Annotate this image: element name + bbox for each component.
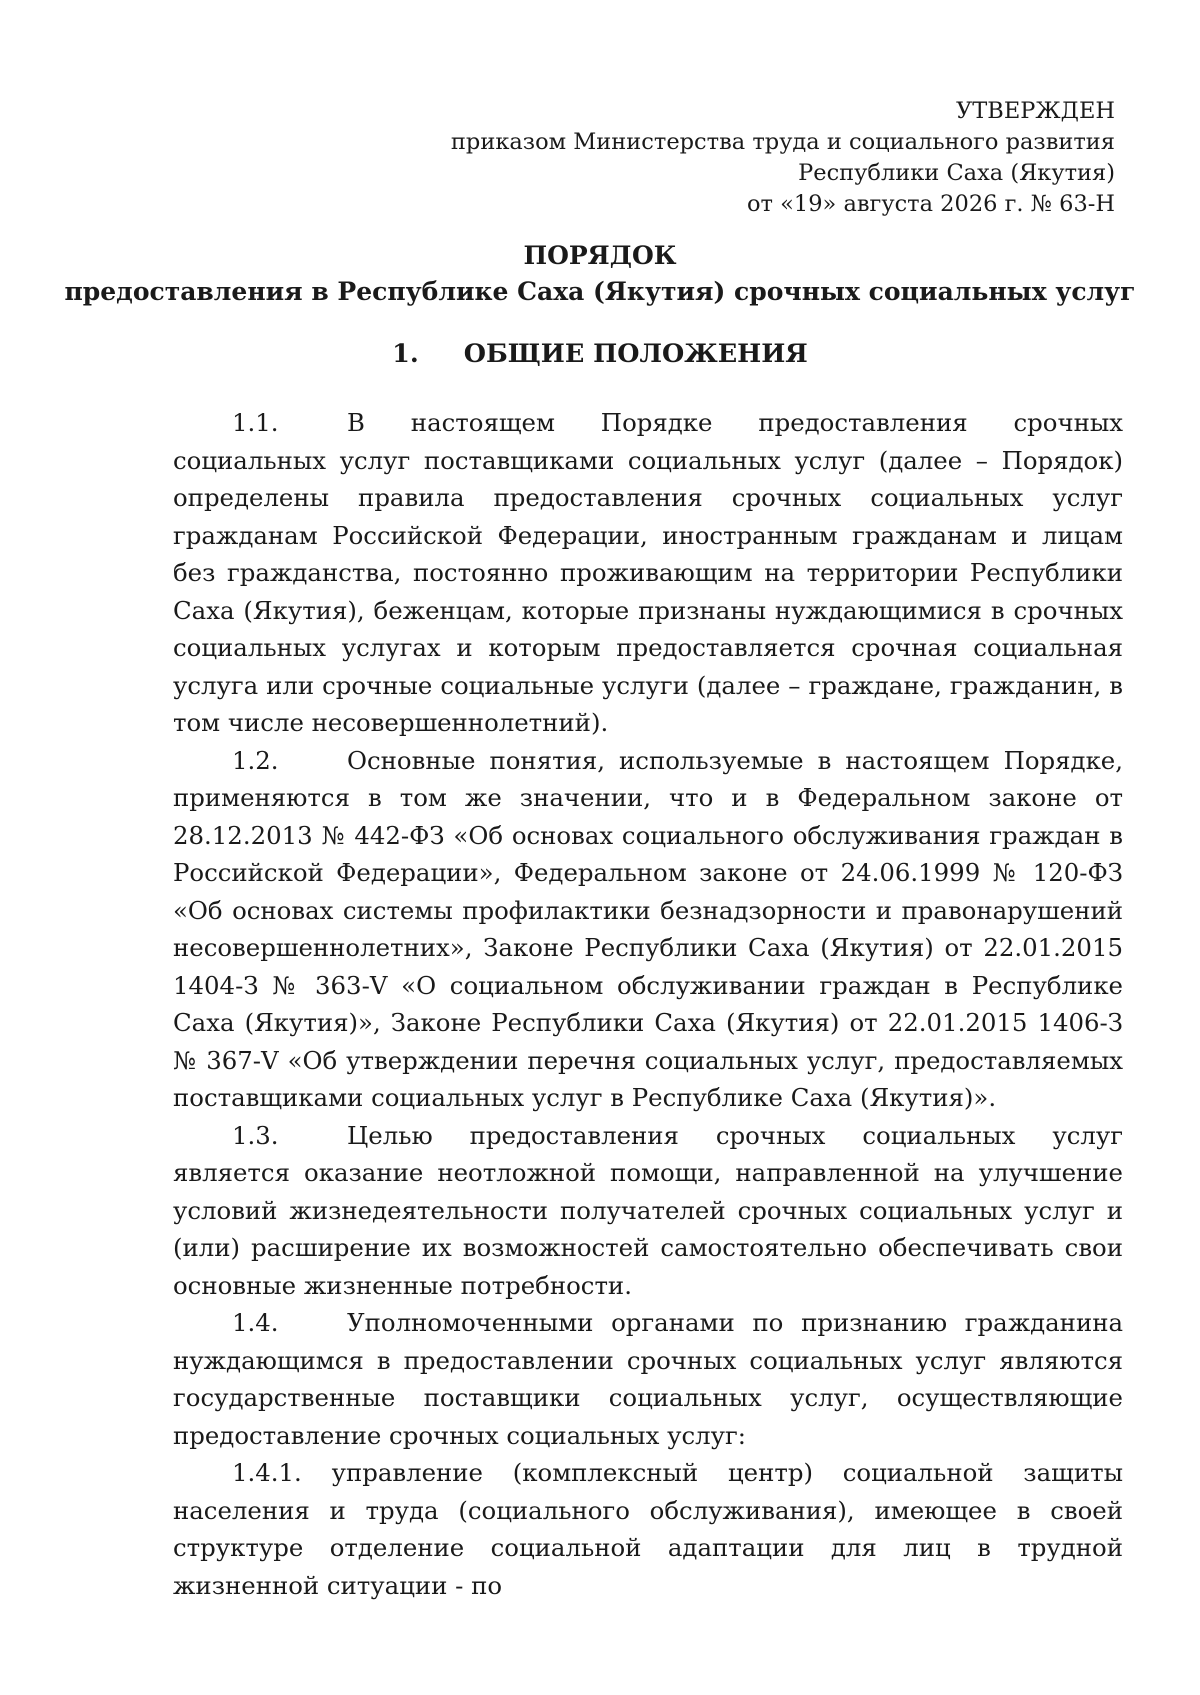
subparagraph-text: управление (комплексный центр) социальной защиты населения и труда (социального обслуживания), имеющее в своей структуре отделение социальной адаптации для лиц в трудной жизненной ситуации - по bbox=[173, 1458, 1123, 1600]
paragraph-1-2 bbox=[173, 742, 1123, 1117]
title-main: ПОРЯДОК bbox=[523, 241, 677, 270]
paragraph-1-4 bbox=[173, 1304, 1123, 1454]
subparagraph-1-4-1 bbox=[173, 1454, 1123, 1604]
paragraph-text: Уполномоченными органами по признанию гражданина нуждающимся в предоставлении срочных социальных услуг являются государственные поставщики социальных услуг, осуществляющие предоставление срочных социальных услуг: bbox=[173, 1308, 1123, 1450]
paragraph-text: Основные понятия, используемые в настоящем Порядке, применяются в том же значении, что и в Федеральном законе от 28.12.2013 № 442-ФЗ «Об основах социального обслуживания граждан в Российской Федерации», Федеральном законе от 24.06.1999 № 120-ФЗ «Об основах системы профилактики безнадзорности и правонарушений несовершеннолетних», Законе Республики Саха (Якутия) от 22.01.2015 1404-З № 363-V «О социальном обслуживании граждан в Республике Саха (Якутия)», Законе Республики Саха (Якутия) от 22.01.2015 1406-З № 367-V «Об утверждении перечня социальных услуг, предоставляемых поставщиками социальных услуг в Республике Саха (Якутия)». bbox=[173, 745, 1123, 1112]
section-number: 1. bbox=[392, 339, 419, 369]
approval-stamp bbox=[451, 96, 1115, 220]
paragraph-number: 1.1. bbox=[232, 408, 279, 437]
approval-order-line: приказом Министерства труда и социального развития bbox=[450, 129, 1115, 155]
paragraph-number: 1.4. bbox=[232, 1308, 279, 1337]
section-title: ОБЩИЕ ПОЛОЖЕНИЯ bbox=[463, 339, 808, 369]
approval-date-line: от «19» августа 2026 г. № 63-Н bbox=[747, 191, 1115, 217]
paragraph-1-1 bbox=[173, 404, 1123, 742]
approval-region-line: Республики Саха (Якутия) bbox=[798, 160, 1115, 186]
paragraph-text: Целью предоставления срочных социальных услуг является оказание неотложной помощи, направленной на улучшение условий жизнедеятельности получателей срочных социальных услуг и (или) расширение их возможностей самостоятельно обеспечивать свои основные жизненные потребности. bbox=[173, 1120, 1123, 1300]
approval-heading: УТВЕРЖДЕН bbox=[956, 98, 1115, 124]
paragraph-1-3 bbox=[173, 1117, 1123, 1305]
section-heading bbox=[0, 336, 1200, 372]
paragraph-number: 1.3. bbox=[232, 1120, 279, 1150]
paragraph-number: 1.2. bbox=[232, 745, 279, 775]
subparagraph-number: 1.4.1. bbox=[232, 1458, 302, 1487]
title-subtitle: предоставления в Республике Саха (Якутия) срочных социальных услуг bbox=[64, 277, 1136, 306]
document-body bbox=[173, 404, 1123, 1604]
paragraph-text: В настоящем Порядке предоставления срочных социальных услуг поставщиками социальных услуг (далее – Порядок) определены правила предоставления срочных социальных услуг гражданам Российской Федерации, иностранным гражданам и лицам без гражданства, постоянно проживающим на территории Республики Саха (Якутия), беженцам, которые признаны нуждающимися в срочных социальных услугах и которым предоставляется срочная социальная услуга или срочные социальные услуги (далее – граждане, гражданин, в том числе несовершеннолетний). bbox=[173, 408, 1123, 737]
document-title bbox=[0, 238, 1200, 310]
